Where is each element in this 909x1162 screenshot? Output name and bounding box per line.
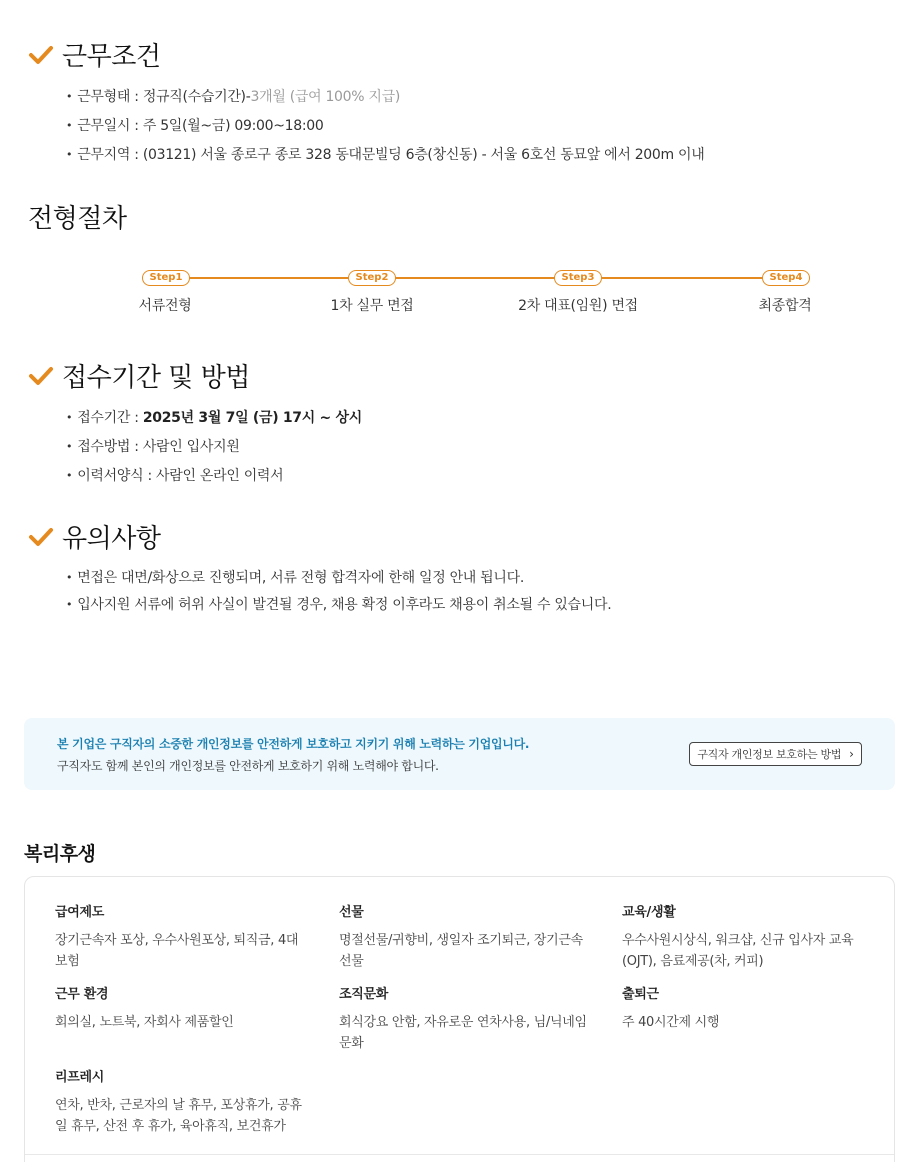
notes-header [28, 518, 160, 555]
list-item: • 접수기간 : 2025년 3월 7일 (금) 17시 ~ 상시 [66, 404, 362, 433]
step-pill-3: Step3 [554, 270, 602, 286]
list-item: • 근무일시 : 주 5일(월~금) 09:00~18:00 [66, 112, 704, 141]
step-pill-1: Step1 [142, 270, 190, 286]
list-item: • 근무지역 : (03121) 서울 종로구 종로 328 동대문빌딩 6층(창신동) - 서울 6호선 동묘앞 에서 200m 이내 [66, 141, 704, 170]
welfare-item-text: 회식강요 안함, 자유로운 연차사용, 님/닉네임 문화 [339, 1015, 587, 1051]
section-title: 유의사항 [62, 524, 161, 554]
welfare-item [622, 901, 872, 972]
welfare-item-title: 선물 [339, 905, 364, 920]
application-list [66, 404, 362, 491]
welfare-item [339, 901, 589, 972]
notes-list [66, 565, 611, 619]
list-item: • 입사지원 서류에 허위 사실이 발견될 경우, 채용 확정 이후라도 채용이 취소될 수 있습니다. [66, 592, 611, 619]
application-header [28, 357, 250, 394]
privacy-title: 본 기업은 구직자의 소중한 개인정보를 안전하게 보호하고 지키기 위해 노력하는 기업입니다. [57, 737, 530, 751]
section-title: 접수기간 및 방법 [62, 363, 250, 393]
work-conditions-header [28, 36, 160, 73]
welfare-item-title: 리프레시 [55, 1070, 105, 1085]
list-item: • 이력서양식 : 사람인 온라인 이력서 [66, 462, 362, 491]
welfare-item [622, 983, 872, 1033]
list-item: • 접수방법 : 사람인 입사지원 [66, 433, 362, 462]
privacy-banner [24, 718, 895, 790]
welfare-item-text: 장기근속자 포상, 우수사원포상, 퇴직금, 4대 보험 [55, 933, 299, 969]
welfare-item-text: 연차, 반차, 근로자의 날 휴무, 포상휴가, 공휴일 휴무, 산전 후 휴가, 육아휴직, 보건휴가 [55, 1098, 302, 1134]
step-pill-2: Step2 [348, 270, 396, 286]
step-pill-4: Step4 [762, 270, 810, 286]
welfare-item-text: 명절선물/귀향비, 생일자 조기퇴근, 장기근속 선물 [339, 933, 583, 969]
check-icon [28, 365, 54, 387]
welfare-item-title: 조직문화 [339, 987, 389, 1002]
welfare-item-text: 회의실, 노트북, 자회사 제품할인 [55, 1015, 234, 1030]
step-line [148, 277, 800, 279]
divider [25, 1154, 894, 1155]
process-steps [138, 268, 810, 318]
privacy-guide-button[interactable] [689, 742, 862, 766]
process-title: 전형절차 [28, 204, 127, 234]
welfare-item-title: 교육/생활 [622, 905, 676, 920]
check-icon [28, 526, 54, 548]
work-conditions-list [66, 83, 704, 170]
welfare-item [55, 901, 305, 972]
welfare-item-title: 출퇴근 [622, 987, 659, 1002]
welfare-item-text: 주 40시간제 시행 [622, 1015, 720, 1030]
welfare-box [24, 876, 895, 1162]
chevron-right-icon: › [849, 747, 854, 761]
welfare-item-title: 근무 환경 [55, 987, 109, 1002]
step-label-1: 서류전형 [138, 298, 192, 314]
welfare-item [55, 1066, 305, 1137]
welfare-item [339, 983, 589, 1054]
welfare-title: 복리후생 [24, 843, 96, 865]
list-item: • 근무형태 : 정규직(수습기간)-3개월 (급여 100% 지급) [66, 83, 704, 112]
check-icon [28, 44, 54, 66]
step-label-4: 최종합격 [758, 298, 812, 314]
privacy-guide-label: 구직자 개인정보 보호하는 방법 [697, 748, 842, 761]
step-label-3: 2차 대표(임원) 면접 [518, 298, 638, 314]
privacy-description: 구직자도 함께 본인의 개인정보를 안전하게 보호하기 위해 노력해야 합니다. [57, 759, 439, 773]
step-label-2: 1차 실무 면접 [330, 298, 414, 314]
section-title: 근무조건 [62, 42, 161, 72]
list-item: • 면접은 대면/화상으로 진행되며, 서류 전형 합격자에 한해 일정 안내 됩니다. [66, 565, 611, 592]
welfare-item-text: 우수사원시상식, 워크샵, 신규 입사자 교육 (OJT), 음료제공(차, 커피) [622, 933, 854, 969]
welfare-item [55, 983, 305, 1033]
welfare-item-title: 급여제도 [55, 905, 105, 920]
